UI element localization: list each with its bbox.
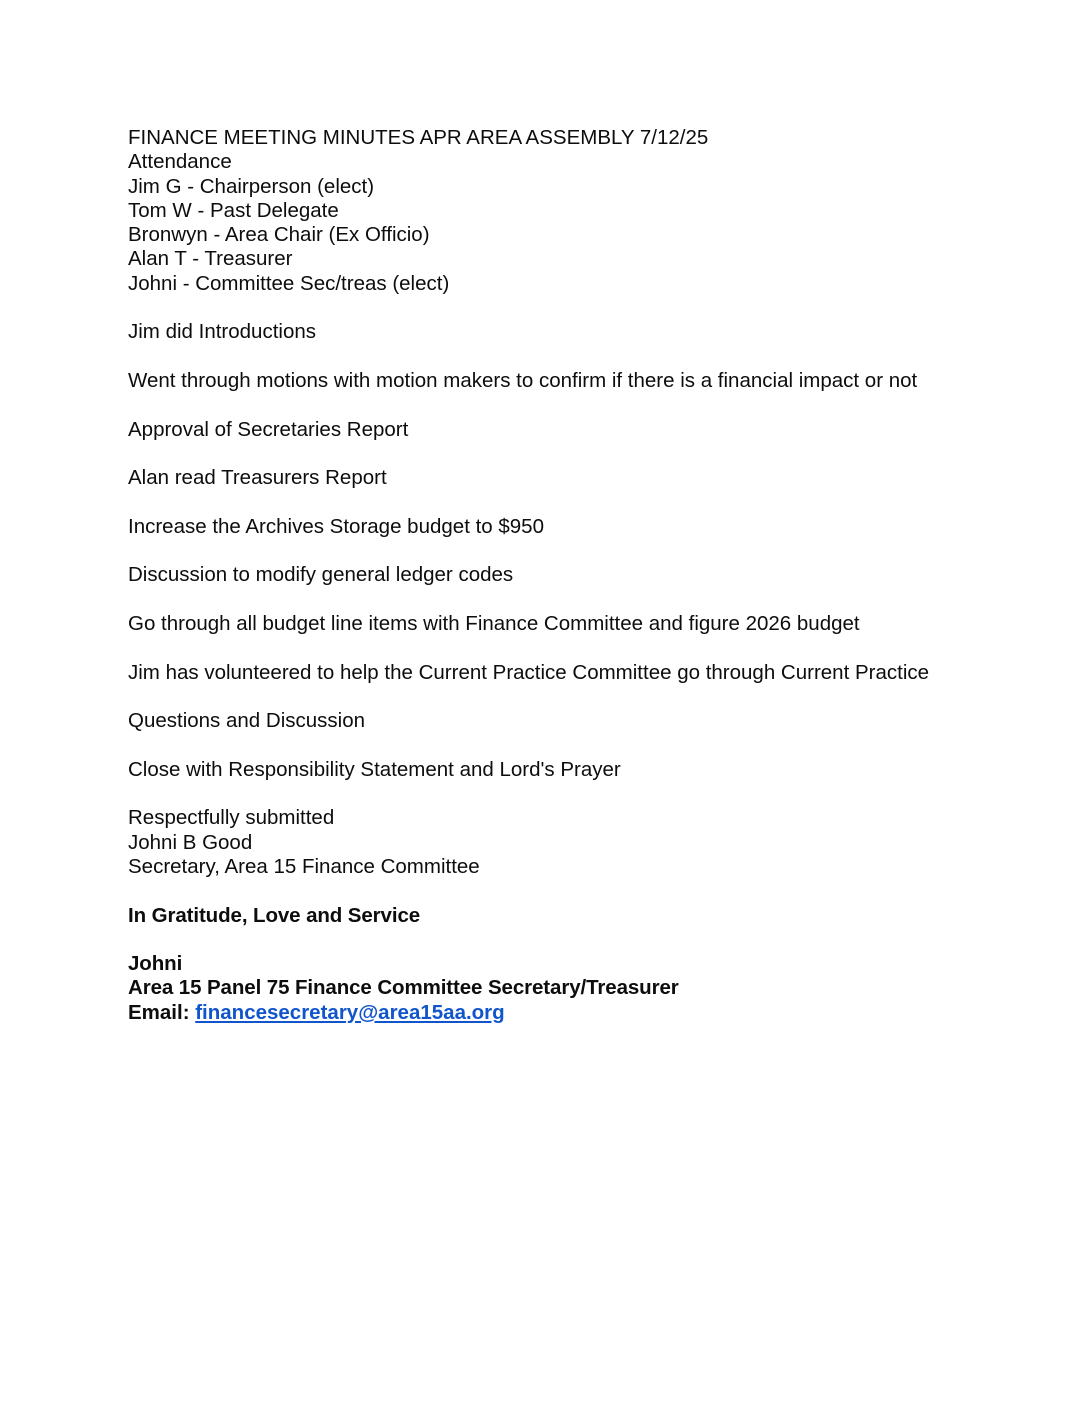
closing-name: Johni B Good (128, 830, 253, 854)
paragraph-spacer (128, 539, 958, 563)
closing-block (128, 806, 958, 879)
attendee-item: Tom W - Past Delegate (128, 198, 339, 222)
signature-block (128, 952, 958, 1025)
paragraph-spacer (128, 782, 958, 806)
body-paragraph: Approval of Secretaries Report (128, 417, 409, 441)
attendee-item: Alan T - Treasurer (128, 247, 293, 271)
body-paragraph: Increase the Archives Storage budget to $950 (128, 514, 544, 538)
paragraph-spacer (128, 442, 958, 466)
paragraph-spacer (128, 490, 958, 514)
attendee-item: Bronwyn - Area Chair (Ex Officio) (128, 223, 430, 247)
signature-email-line (128, 1001, 958, 1025)
signature-name: Johni (128, 952, 183, 976)
paragraph-spacer (128, 879, 958, 903)
paragraph-spacer (128, 345, 958, 369)
paragraph-spacer (128, 393, 958, 417)
paragraph-spacer (128, 733, 958, 757)
body-paragraph: Discussion to modify general ledger codes (128, 563, 514, 587)
gratitude-line: In Gratitude, Love and Service (128, 903, 421, 927)
body-paragraph: Alan read Treasurers Report (128, 466, 387, 490)
body-paragraph: Go through all budget line items with Finance Committee and figure 2026 budget (128, 611, 860, 635)
body-paragraph: Went through motions with motion makers to confirm if there is a financial impact or not (128, 368, 918, 392)
signature-role: Area 15 Panel 75 Finance Committee Secretary/Treasurer (128, 976, 679, 1000)
body-paragraph: Jim has volunteered to help the Current Practice Committee go through Current Practice (128, 660, 930, 684)
closing-salutation: Respectfully submitted (128, 806, 335, 830)
document-body (128, 126, 958, 1025)
body-paragraph: Questions and Discussion (128, 709, 366, 733)
paragraph-spacer (128, 296, 958, 320)
body-paragraph: Close with Responsibility Statement and Lord's Prayer (128, 757, 621, 781)
attendee-item: Jim G - Chairperson (elect) (128, 174, 375, 198)
attendee-item: Johni - Committee Sec/treas (elect) (128, 271, 450, 295)
body-paragraph: Jim did Introductions (128, 320, 317, 344)
email-link[interactable]: financesecretary@area15aa.org (195, 1000, 505, 1024)
paragraph-spacer (128, 636, 958, 660)
header-block (128, 126, 958, 296)
document-title: FINANCE MEETING MINUTES APR AREA ASSEMBLY 7/12/25 (128, 126, 709, 149)
paragraph-spacer (128, 928, 958, 952)
attendance-heading: Attendance (128, 150, 232, 174)
paragraph-spacer (128, 588, 958, 612)
closing-role: Secretary, Area 15 Finance Committee (128, 854, 480, 878)
email-label: Email: (128, 1000, 190, 1024)
paragraph-spacer (128, 685, 958, 709)
